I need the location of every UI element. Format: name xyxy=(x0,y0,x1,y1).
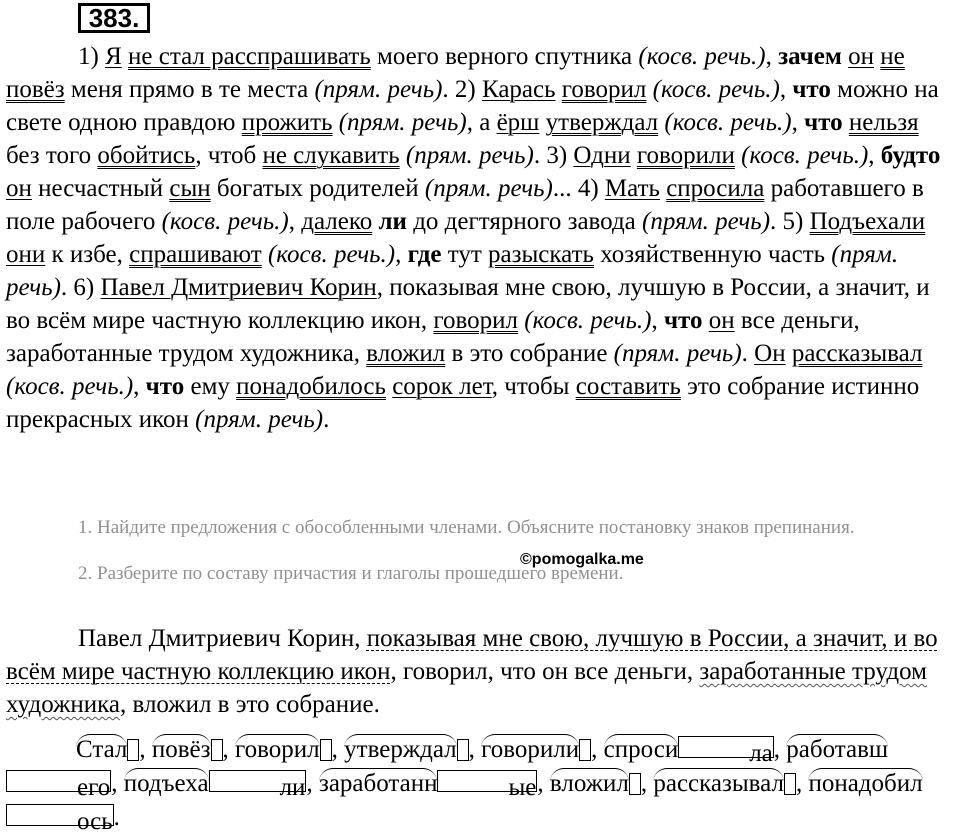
parsed-example xyxy=(6,622,956,721)
zero-ending-box xyxy=(629,773,641,795)
predicate: далеко xyxy=(301,208,373,235)
predicate: спросила xyxy=(666,175,765,202)
sentence-number: 2) xyxy=(454,76,476,103)
predicate: говорил xyxy=(433,307,519,334)
word-parse xyxy=(235,736,332,763)
conjunction: будто xyxy=(880,142,941,169)
word-stem: работавш xyxy=(786,736,889,763)
ending-box: его xyxy=(6,770,111,792)
conjunction: что xyxy=(145,373,185,400)
predicate: Подъехали xyxy=(809,208,926,235)
speech-mark: (прям. речь) xyxy=(195,406,324,433)
speech-mark: (прям. речь) xyxy=(405,142,534,169)
predicate: понадобилось xyxy=(236,373,386,400)
predicate: сын xyxy=(169,175,211,202)
participle-phrase: заработанные трудом художника xyxy=(6,658,927,718)
subject: Я xyxy=(105,43,122,70)
sentence-number: 4) xyxy=(577,175,599,202)
ending-box: ли xyxy=(209,770,307,792)
subject: он xyxy=(708,307,735,334)
text-fragment: , xyxy=(354,625,367,652)
predicate: говорили xyxy=(636,142,735,169)
text-fragment: к избе, xyxy=(45,241,130,268)
word-parse xyxy=(550,770,641,797)
text-fragment: несчастный xyxy=(31,175,170,202)
speech-mark: (прям. речь) xyxy=(424,175,553,202)
text-fragment: хозяйственную часть xyxy=(593,241,832,268)
text-fragment: , чтобы xyxy=(491,373,576,400)
predicate: спрашивают xyxy=(129,241,262,268)
text-fragment: моего верного спутника xyxy=(370,43,639,70)
exercise-tasks xyxy=(6,513,956,589)
task-1: 1. Найдите предложения с обособленными членами. Объясните постановку знаков препинания. xyxy=(78,517,855,538)
zero-ending-box xyxy=(784,773,796,795)
subject: сорок лет xyxy=(392,373,492,400)
speech-mark: (прям. речь) xyxy=(6,241,899,301)
conjunction: что xyxy=(804,109,843,136)
zero-ending-box xyxy=(320,739,332,761)
word-parse xyxy=(481,736,591,763)
text-fragment: , а xyxy=(466,109,497,136)
text-fragment: это собрание истинно прекрасных икон xyxy=(6,373,920,433)
ending-box: ось xyxy=(6,804,114,826)
conjunction: что xyxy=(663,307,703,334)
word-stem: подъеха xyxy=(123,770,209,797)
text-fragment: работавшего в поле рабочего xyxy=(6,175,924,235)
exercise-number: 383. xyxy=(78,3,150,33)
exercise-text xyxy=(6,40,956,436)
word-parse xyxy=(653,770,796,797)
zero-ending-box xyxy=(457,739,469,761)
predicate: прожить xyxy=(241,109,333,136)
speech-mark: (прям. речь) xyxy=(314,76,443,103)
predicate: вложил xyxy=(366,340,446,367)
morpheme-analysis xyxy=(6,733,956,835)
word-stem: вложил xyxy=(549,770,629,797)
word-stem: повёз xyxy=(151,736,211,763)
word-stem: рассказывал xyxy=(653,770,784,797)
zero-ending-box xyxy=(579,739,591,761)
conjunction: где xyxy=(407,241,442,268)
word-parse xyxy=(344,736,468,763)
speech-mark: (косв. речь.) xyxy=(638,43,766,70)
sentence-number: 6) xyxy=(73,274,95,301)
predicate: не стал расспрашивать xyxy=(128,43,371,70)
adverbial-participle-phrase: показывая мне свою, лучшую в России, а значит, и во всём мире частную коллекцию икон xyxy=(6,625,938,685)
text-fragment: , говорил, что он все деньги, xyxy=(390,658,700,685)
text-fragment: ему xyxy=(184,373,237,400)
predicate: утверждал xyxy=(545,109,659,136)
speech-mark: (косв. речь.) xyxy=(652,76,780,103)
end-punctuation: . xyxy=(113,804,120,831)
subject: ёрш xyxy=(496,109,540,136)
sentence-number: 3) xyxy=(546,142,568,169)
word-stem: говорили xyxy=(481,736,580,763)
ellipsis: ... xyxy=(552,175,572,202)
exercise-paragraph: 1) Я не стал расспрашивать моего верного спутника (косв. речь.), зачем он не повёз меня прямо в те места (прям. речь). 2) Карась говорил (косв. речь.), что можно на свете одною правдою прожить (прям. речь), а ёрш утверждал (косв. речь.), что нельзя без того обойтись, чтоб не слукавить (прям. речь). 3) Одни говорили (косв. речь.), будто он несчастный сын богатых родителей (прям. речь)... 4) Мать спросила работавшего в поле рабочего (косв. речь.), далеко ли до дегтярного завода (прям. речь). 5) Подъехали они к избе, спрашивают (косв. речь.), где тут разыскать хозяйственную часть (прям. речь). 6) Павел Дмитриевич Корин, показывая мне свою, лучшую в России, а значит, и во всём мире частную коллекцию икон, говорил (косв. речь.), что он все деньги, заработанные трудом художника, вложил в это собрание (прям. речь). Он рассказывал (косв. речь.), что ему понадобилось сорок лет, чтобы составить это собрание истинно прекрасных икон (прям. речь). xyxy=(6,43,941,433)
text-fragment: до дегтярного завода xyxy=(406,208,643,235)
speech-mark: (косв. речь.) xyxy=(524,307,652,334)
subject: Одни xyxy=(573,142,631,169)
predicate: обойтись xyxy=(97,142,196,169)
speech-mark: (косв. речь.) xyxy=(6,373,134,400)
subject: он xyxy=(6,175,32,202)
predicate: разыскать xyxy=(488,241,594,268)
word-parse xyxy=(76,736,139,763)
word-stem: утверждал xyxy=(344,736,457,763)
word-stem: понадобил xyxy=(808,770,923,797)
word-parse xyxy=(152,736,223,763)
ending-box: ла xyxy=(678,736,774,758)
zero-ending-box xyxy=(127,739,139,761)
task-2: 2. Разберите по составу причастия и глаголы прошедшего времени. xyxy=(78,563,624,584)
speech-mark: (косв. речь.) xyxy=(664,109,792,136)
word-stem: Стал xyxy=(76,736,128,763)
predicate: не слукавить xyxy=(262,142,400,169)
text-fragment: без того xyxy=(6,142,98,169)
predicate: нельзя xyxy=(848,109,919,136)
word-stem: заработанн xyxy=(318,770,438,797)
text-fragment: все деньги, заработанные трудом художника, xyxy=(6,307,860,367)
text-fragment: , вложил в это собрание. xyxy=(119,691,380,718)
subject: Павел Дмитриевич Корин xyxy=(100,274,377,301)
text-fragment: меня прямо в те места xyxy=(64,76,315,103)
predicate: говорил xyxy=(561,76,647,103)
word-parse xyxy=(603,736,774,767)
subject: Мать xyxy=(604,175,660,202)
predicate: рассказывал xyxy=(791,340,923,367)
predicate: составить xyxy=(575,373,681,400)
subject: Он xyxy=(754,340,786,367)
text-fragment: , показывая мне свою, лучшую в России, а значит, и во всём мире частную коллекцию икон, xyxy=(6,274,930,334)
speech-mark: (косв. речь.) xyxy=(267,241,396,268)
word-parse xyxy=(123,770,307,801)
zero-ending-box xyxy=(211,739,223,761)
sentence-number: 1) xyxy=(78,43,99,70)
example-subject: Павел Дмитриевич Корин xyxy=(78,625,355,652)
speech-mark: (прям. речь) xyxy=(642,208,771,235)
conjunction: ли xyxy=(378,208,407,235)
sentence-number: 5) xyxy=(782,208,804,235)
verb-list: Стал , повёз , говорил , утверждал , говорили , спроси ла, работавшего, подъеха ли, заработанн ые, вложил , рассказывал , понадобилось. xyxy=(6,733,956,835)
text-fragment: богатых родителей xyxy=(210,175,425,202)
predicate: не повёз xyxy=(6,43,905,103)
word-stem: говорил xyxy=(235,736,320,763)
speech-mark: (косв. речь.) xyxy=(741,142,869,169)
text-fragment: можно на свете одною правдою xyxy=(6,76,939,136)
subject: он xyxy=(848,43,874,70)
word-stem: спроси xyxy=(603,736,679,763)
speech-mark: (косв. речь.) xyxy=(161,208,289,235)
watermark: ©pomogalka.me xyxy=(520,551,644,568)
subject: они xyxy=(6,241,46,268)
speech-mark: (прям. речь) xyxy=(613,340,742,367)
word-parse xyxy=(318,770,537,801)
subject: Карась xyxy=(481,76,556,103)
speech-mark: (прям. речь) xyxy=(338,109,467,136)
conjunction: что xyxy=(792,76,831,103)
ending-box: ые xyxy=(437,770,537,792)
text-fragment: , чтоб xyxy=(195,142,263,169)
example-sentence xyxy=(6,622,956,721)
conjunction: зачем xyxy=(778,43,842,70)
text-fragment: тут xyxy=(441,241,489,268)
text-fragment: в это собрание xyxy=(445,340,614,367)
